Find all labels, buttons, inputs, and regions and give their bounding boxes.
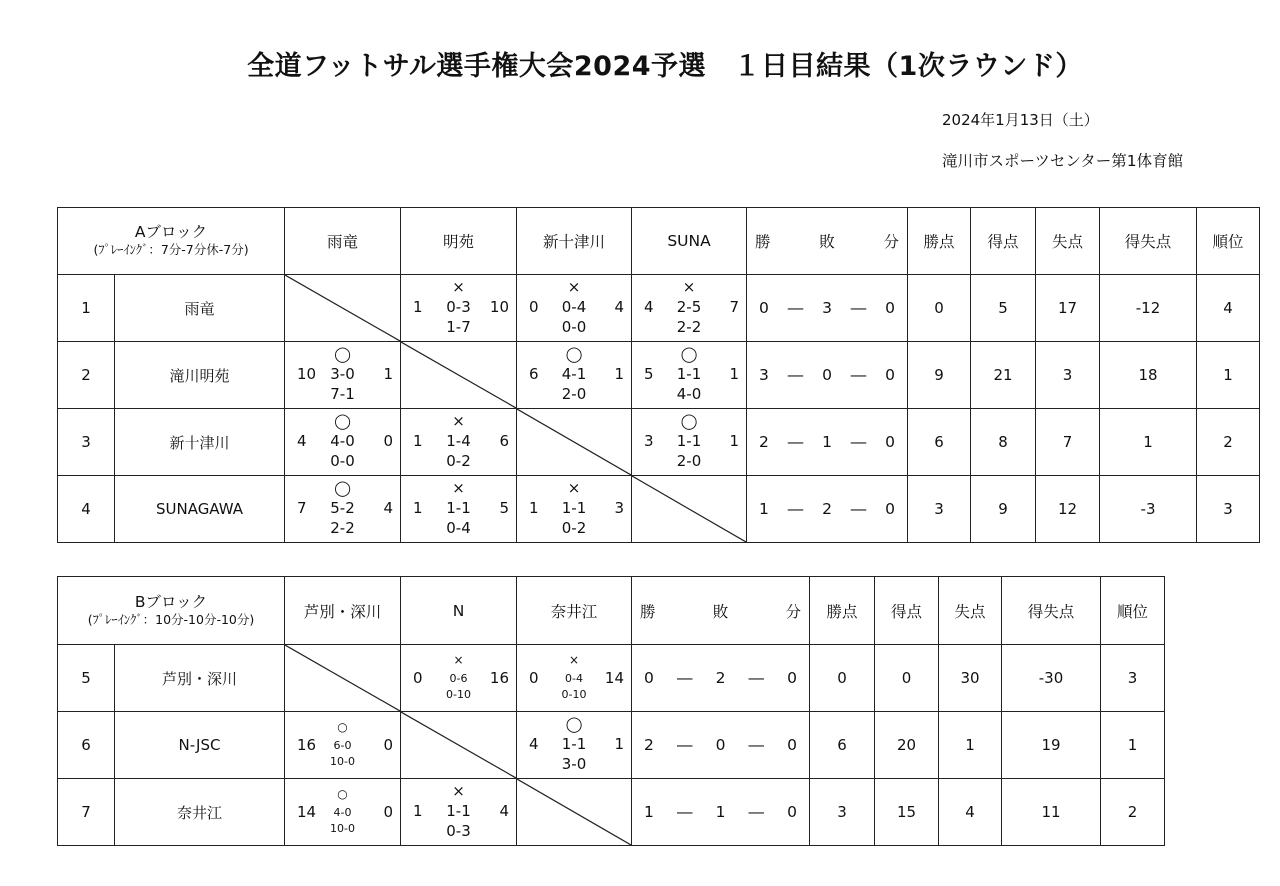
match-result-cell: [517, 645, 632, 712]
first-half-score: 1‐1: [676, 432, 702, 450]
second-half-score: 0‐10: [561, 688, 587, 701]
goals-against: 5: [499, 499, 510, 517]
wdl-value: 3: [822, 299, 832, 317]
goals-for: 4: [644, 298, 654, 316]
result-mark: ×: [453, 653, 464, 667]
opponent-header: 新十津川: [517, 208, 632, 275]
goals-for: 10: [297, 365, 317, 383]
team-row: [58, 712, 1165, 779]
goals-against: 14: [604, 669, 624, 687]
goal-diff-header: 得失点: [1002, 577, 1101, 645]
second-half-score: 0‐2: [446, 452, 471, 470]
goals-against: 4: [499, 802, 509, 820]
second-half-score: 4‐0: [676, 385, 702, 403]
wdl-separator: ―: [748, 736, 765, 754]
result-mark: ×: [567, 278, 581, 296]
loss-header: 敗: [712, 602, 729, 621]
goal-difference: -3: [1100, 476, 1197, 543]
block-b-header-cell: [58, 577, 285, 645]
first-half-score: 4‐0: [330, 432, 355, 450]
result-mark: ×: [452, 782, 465, 800]
result-mark: ×: [452, 479, 465, 497]
result-mark: ×: [452, 412, 465, 430]
first-half-score: 1‐1: [446, 499, 471, 517]
goals-for: 1: [413, 802, 423, 820]
wdl-value: 0: [759, 299, 769, 317]
team-number: 7: [58, 779, 115, 846]
goals-against-total: 4: [939, 779, 1002, 846]
diagonal-line: [632, 476, 746, 542]
rank: 2: [1101, 779, 1165, 846]
goals-against: 4: [614, 298, 625, 316]
win-loss-draw: [747, 342, 908, 409]
goals-for-total: 0: [875, 645, 939, 712]
goals-against-total: 1: [939, 712, 1002, 779]
win-header: 勝: [755, 233, 771, 251]
goals-for: 1: [413, 432, 423, 450]
draw-header: 分: [883, 233, 899, 251]
block-a-label: Aブロック: [134, 223, 208, 241]
wdl-separator: ―: [787, 500, 804, 518]
loss-header: 敗: [819, 233, 835, 251]
first-half-score: 1‐4: [446, 432, 471, 450]
result-mark: ×: [567, 479, 581, 497]
result-mark: ◯: [680, 412, 698, 430]
goals-for: 6: [529, 365, 539, 383]
self-match-cell: [517, 409, 632, 476]
wdl-value: 0: [787, 803, 797, 821]
goals-against-total: 17: [1036, 275, 1100, 342]
result-mark: ◯: [565, 715, 583, 733]
wdl-value: 0: [822, 366, 832, 384]
second-half-score: 2‐2: [330, 519, 355, 537]
rank: 4: [1197, 275, 1260, 342]
match-result: [401, 476, 516, 542]
match-result-cell: [285, 712, 401, 779]
block-a-table: [57, 207, 1260, 543]
team-row: [58, 342, 1260, 409]
diagonal-line: [517, 779, 631, 845]
team-name: 新十津川: [115, 409, 285, 476]
goals-against-total: 7: [1036, 409, 1100, 476]
points: 9: [908, 342, 971, 409]
second-half-score: 2‐0: [561, 385, 587, 403]
second-half-score: 0‐3: [446, 822, 471, 840]
goals-for-total: 21: [971, 342, 1036, 409]
points: 3: [810, 779, 875, 846]
goals-for: 1: [413, 298, 423, 316]
first-half-score: 4‐1: [561, 365, 587, 383]
result-mark: ◯: [334, 345, 351, 363]
first-half-score: 4‐0: [333, 806, 352, 819]
rank: 3: [1197, 476, 1260, 543]
match-result: [285, 712, 400, 778]
diagonal-line: [285, 275, 400, 341]
second-half-score: 0‐2: [561, 519, 587, 537]
goals-for: 1: [529, 499, 539, 517]
rank: 1: [1101, 712, 1165, 779]
match-result-cell: [632, 409, 747, 476]
points: 3: [908, 476, 971, 543]
first-half-score: 2‐5: [676, 298, 702, 316]
second-half-score: 7‐1: [330, 385, 355, 403]
second-half-score: 2‐0: [676, 452, 702, 470]
goals-against: 16: [489, 669, 509, 687]
second-half-score: 0‐0: [330, 452, 355, 470]
wdl-value: 0: [787, 669, 797, 687]
result-mark: ◯: [334, 412, 351, 430]
goals-against-header: 失点: [1036, 208, 1100, 275]
goal-difference: 19: [1002, 712, 1101, 779]
goals-against: 0: [383, 432, 394, 450]
wdl-value: 2: [822, 500, 832, 518]
wdl-header: [632, 577, 810, 645]
self-match-cell: [285, 645, 401, 712]
match-result-cell: [401, 645, 517, 712]
goals-for: 14: [297, 803, 317, 821]
self-match-cell: [517, 779, 632, 846]
goals-for: 1: [413, 499, 423, 517]
win-loss-draw: [747, 476, 908, 543]
goals-for: 7: [297, 499, 307, 517]
match-result: [517, 476, 631, 542]
opponent-header: 奈井江: [517, 577, 632, 645]
goal-difference: 11: [1002, 779, 1101, 846]
team-number: 5: [58, 645, 115, 712]
match-result: [632, 342, 746, 408]
match-result-cell: [285, 342, 401, 409]
goals-for: 16: [297, 736, 317, 754]
match-result: [401, 409, 516, 475]
opponent-header: 雨竜: [285, 208, 401, 275]
goals-against: 0: [383, 803, 393, 821]
wdl-separator: ―: [676, 736, 693, 754]
first-half-score: 0‐6: [449, 672, 468, 685]
goals-against: 0: [383, 736, 393, 754]
wdl-separator: ―: [850, 500, 867, 518]
match-result: [401, 779, 516, 845]
match-result: [285, 779, 400, 845]
second-half-score: 10‐0: [330, 755, 355, 768]
match-result-cell: [517, 342, 632, 409]
second-half-score: 3‐0: [561, 755, 587, 773]
goals-against: 4: [383, 499, 394, 517]
team-row: [58, 409, 1260, 476]
points: 0: [908, 275, 971, 342]
win-loss-draw: [632, 712, 810, 779]
rank-header: 順位: [1197, 208, 1260, 275]
result-mark: ×: [682, 278, 696, 296]
points: 6: [908, 409, 971, 476]
match-result: [632, 275, 746, 341]
result-mark: ◯: [334, 479, 351, 497]
match-result-cell: [401, 409, 517, 476]
wdl-separator: ―: [787, 366, 804, 384]
goal-difference: 1: [1100, 409, 1197, 476]
first-half-score: 0‐4: [561, 298, 587, 316]
goals-against-total: 12: [1036, 476, 1100, 543]
second-half-score: 0‐4: [446, 519, 471, 537]
wdl-header: [747, 208, 908, 275]
wdl-value: 0: [787, 736, 797, 754]
goals-for-total: 5: [971, 275, 1036, 342]
team-name: SUNAGAWA: [115, 476, 285, 543]
diagonal-line: [401, 342, 516, 408]
goals-for-total: 15: [875, 779, 939, 846]
first-half-score: 1‐1: [561, 499, 587, 517]
rank: 1: [1197, 342, 1260, 409]
result-mark: ◯: [565, 345, 583, 363]
win-loss-draw: [747, 409, 908, 476]
opponent-header: 芦別・深川: [285, 577, 401, 645]
result-mark: ×: [452, 278, 465, 296]
goals-for: 4: [529, 735, 539, 753]
wdl-value: 1: [759, 500, 769, 518]
wdl-separator: ―: [850, 433, 867, 451]
match-result: [517, 275, 631, 341]
goals-for: 0: [413, 669, 423, 687]
wdl-value: 0: [885, 366, 896, 384]
team-name: 雨竜: [115, 275, 285, 342]
result-mark: ◯: [680, 345, 698, 363]
wdl-separator: ―: [676, 669, 693, 687]
match-result-cell: [285, 409, 401, 476]
wdl-value: 0: [885, 500, 896, 518]
goals-for: 4: [297, 432, 307, 450]
match-result-cell: [285, 476, 401, 543]
goals-for: 5: [644, 365, 654, 383]
wdl-value: 0: [885, 299, 896, 317]
match-result: [401, 275, 516, 341]
block-b-label: Bブロック: [134, 592, 208, 611]
page-title: 全道フットサル選手権大会2024予選 １日目結果（1次ラウンド）: [247, 51, 1083, 82]
match-result: [632, 409, 746, 475]
wdl-value: 2: [759, 433, 769, 451]
win-header: 勝: [640, 602, 656, 621]
match-result-cell: [517, 712, 632, 779]
wdl-separator: ―: [748, 803, 765, 821]
match-result-cell: [401, 275, 517, 342]
first-half-score: 1‐1: [561, 735, 587, 753]
goals-for: 0: [529, 669, 539, 687]
team-number: 4: [58, 476, 115, 543]
goals-for: 3: [644, 432, 654, 450]
goals-against: 6: [499, 432, 510, 450]
match-result-cell: [632, 275, 747, 342]
block-b-table: [57, 576, 1165, 846]
team-row: [58, 779, 1165, 846]
goals-against: 3: [614, 499, 625, 517]
team-name: 芦別・深川: [115, 645, 285, 712]
opponent-header: N: [401, 577, 517, 645]
wdl-value: 1: [822, 433, 832, 451]
team-number: 1: [58, 275, 115, 342]
wdl-value: 1: [715, 803, 726, 821]
match-result-cell: [401, 779, 517, 846]
team-row: [58, 645, 1165, 712]
points: 0: [810, 645, 875, 712]
wdl-separator: ―: [676, 803, 693, 821]
first-half-score: 6‐0: [333, 739, 352, 752]
rank-header: 順位: [1101, 577, 1165, 645]
opponent-header: SUNA: [632, 208, 747, 275]
goal-difference: 18: [1100, 342, 1197, 409]
match-result: [517, 645, 631, 711]
goals-for-total: 9: [971, 476, 1036, 543]
first-half-score: 1‐1: [676, 365, 702, 383]
win-loss-draw: [632, 779, 810, 846]
team-name: 滝川明苑: [115, 342, 285, 409]
match-result: [401, 645, 516, 711]
draw-header: 分: [785, 602, 801, 621]
wdl-value: 0: [885, 433, 896, 451]
wdl-value: 1: [644, 803, 654, 821]
self-match-cell: [401, 342, 517, 409]
goals-for-total: 8: [971, 409, 1036, 476]
result-mark: ○: [337, 787, 348, 801]
team-row: [58, 275, 1260, 342]
goals-for-total: 20: [875, 712, 939, 779]
first-half-score: 5‐2: [330, 499, 355, 517]
first-half-score: 0‐3: [446, 298, 471, 316]
goals-against: 1: [614, 735, 624, 753]
wdl-separator: ―: [850, 366, 867, 384]
wdl-value: 3: [759, 366, 769, 384]
team-name: N‐JSC: [115, 712, 285, 779]
first-half-score: 3‐0: [330, 365, 355, 383]
event-venue: 滝川市スポーツセンター第1体育館: [942, 152, 1184, 170]
goal-difference: -12: [1100, 275, 1197, 342]
second-half-score: 0‐10: [446, 688, 471, 701]
win-loss-draw: [632, 645, 810, 712]
goals-against: 1: [729, 365, 740, 383]
goals-against: 7: [729, 298, 740, 316]
second-half-score: 2‐2: [676, 318, 702, 336]
diagonal-line: [517, 409, 631, 475]
block-a-play-time: (ﾌﾟﾚｰｲﾝｸﾞ：7分‐7分休‐7分): [93, 242, 249, 257]
opponent-header: 明苑: [401, 208, 517, 275]
block-a-header-cell: [58, 208, 285, 275]
goal-difference: -30: [1002, 645, 1101, 712]
event-date: 2024年1月13日（土）: [942, 111, 1099, 129]
team-row: [58, 476, 1260, 543]
team-number: 3: [58, 409, 115, 476]
points-header: 勝点: [810, 577, 875, 645]
goals-against-header: 失点: [939, 577, 1002, 645]
goals-for-header: 得点: [971, 208, 1036, 275]
wdl-separator: ―: [787, 299, 804, 317]
match-result: [285, 342, 400, 408]
match-result-cell: [517, 275, 632, 342]
team-number: 2: [58, 342, 115, 409]
team-name: 奈井江: [115, 779, 285, 846]
points: 6: [810, 712, 875, 779]
rank: 3: [1101, 645, 1165, 712]
wdl-separator: ―: [748, 669, 765, 687]
first-half-score: 1‐1: [446, 802, 471, 820]
result-mark: ×: [568, 653, 580, 667]
match-result-cell: [632, 342, 747, 409]
diagonal-line: [401, 712, 516, 778]
match-result: [517, 712, 631, 778]
wdl-value: 0: [715, 736, 726, 754]
second-half-score: 0‐0: [561, 318, 587, 336]
self-match-cell: [401, 712, 517, 779]
win-loss-draw: [747, 275, 908, 342]
goals-against: 1: [614, 365, 625, 383]
match-result: [517, 342, 631, 408]
team-number: 6: [58, 712, 115, 779]
second-half-score: 10‐0: [330, 822, 355, 835]
match-result: [285, 409, 400, 475]
wdl-separator: ―: [850, 299, 867, 317]
wdl-value: 0: [644, 669, 654, 687]
goals-against-total: 3: [1036, 342, 1100, 409]
goals-against-total: 30: [939, 645, 1002, 712]
goals-against: 10: [489, 298, 510, 316]
wdl-separator: ―: [787, 433, 804, 451]
first-half-score: 0‐4: [565, 672, 583, 685]
rank: 2: [1197, 409, 1260, 476]
wdl-value: 2: [715, 669, 726, 687]
goals-against: 1: [383, 365, 394, 383]
goals-for: 0: [529, 298, 539, 316]
second-half-score: 1‐7: [446, 318, 471, 336]
match-result: [285, 476, 400, 542]
match-result-cell: [517, 476, 632, 543]
points-header: 勝点: [908, 208, 971, 275]
wdl-value: 2: [644, 736, 654, 754]
diagonal-line: [285, 645, 400, 711]
match-result-cell: [285, 779, 401, 846]
goals-for-header: 得点: [875, 577, 939, 645]
self-match-cell: [285, 275, 401, 342]
self-match-cell: [632, 476, 747, 543]
block-b-play-time: (ﾌﾟﾚｰｲﾝｸﾞ：10分‐10分‐10分): [87, 611, 255, 627]
result-mark: ○: [337, 720, 348, 734]
match-result-cell: [401, 476, 517, 543]
goal-diff-header: 得失点: [1100, 208, 1197, 275]
goals-against: 1: [729, 432, 740, 450]
